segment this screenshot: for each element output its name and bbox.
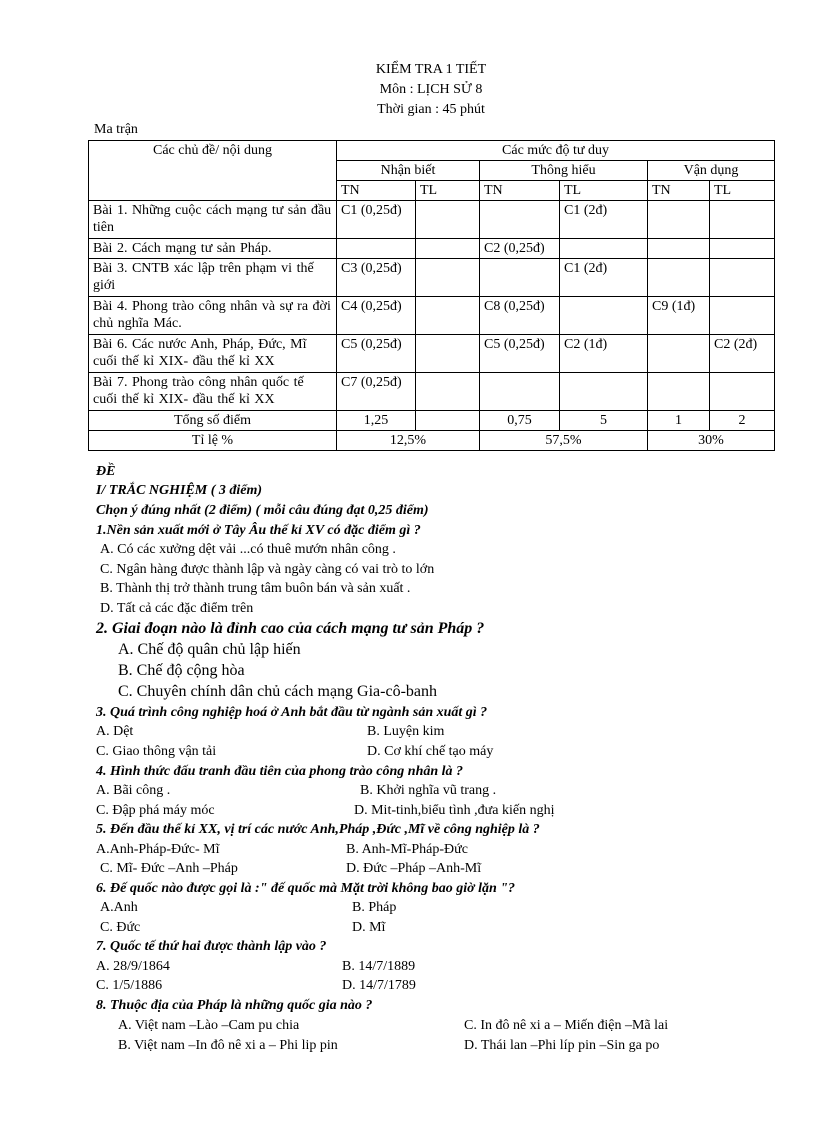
- table-cell: C4 (0,25đ): [337, 297, 416, 335]
- topic-cell: Bài 3. CNTB xác lập trên phạm vi thế giới: [89, 259, 337, 297]
- table-cell: [480, 373, 560, 411]
- table-cell: C1 (2đ): [560, 201, 648, 239]
- table-cell: [710, 373, 775, 411]
- answer-option: A. Dệt: [96, 724, 134, 739]
- table-cell: [648, 373, 710, 411]
- sub-header: TL: [416, 181, 480, 201]
- level-understand: Thông hiểu: [480, 161, 648, 181]
- answer-option: B. Thành thị trở thành trung tâm buôn bán và sản xuất .: [100, 581, 411, 596]
- answer-option: D. Mĩ: [352, 920, 386, 935]
- table-cell: [416, 335, 480, 373]
- answer-option: C. Đập phá máy móc: [96, 803, 215, 818]
- answer-option: B. Khởi nghĩa vũ trang .: [360, 783, 497, 798]
- table-cell: [480, 201, 560, 239]
- table-cell: C2 (2đ): [710, 335, 775, 373]
- sub-header: TN: [337, 181, 416, 201]
- total-cell: 1,25: [337, 411, 416, 431]
- table-cell: C1 (0,25đ): [337, 201, 416, 239]
- table-cell: [416, 297, 480, 335]
- question-4: 4. Hình thức đấu tranh đầu tiên của phong trào công nhân là ?: [96, 764, 464, 779]
- answer-option: A. Chế độ quân chủ lập hiến: [118, 641, 301, 658]
- exam-subject: Môn : LỊCH SỬ 8: [379, 82, 483, 97]
- answer-option: C. Mĩ- Đức –Anh –Pháp: [100, 861, 238, 876]
- answer-option: A.Anh-Pháp-Đức- Mĩ: [96, 842, 220, 857]
- table-cell: [416, 201, 480, 239]
- table-cell: [710, 201, 775, 239]
- sub-header: TN: [648, 181, 710, 201]
- table-cell: C2 (0,25đ): [480, 239, 560, 259]
- answer-option: A. 28/9/1864: [96, 959, 170, 974]
- answer-option: C. In đô nê xi a – Miến điện –Mã lai: [464, 1018, 669, 1033]
- table-cell: [648, 201, 710, 239]
- table-row: [89, 201, 775, 239]
- table-cell: C2 (1đ): [560, 335, 648, 373]
- answer-option: C. Đức: [100, 920, 141, 935]
- answer-option: C. Ngân hàng được thành lập và ngày càng có vai trò to lớn: [100, 562, 435, 577]
- answer-option: B. 14/7/1889: [342, 959, 416, 974]
- answer-option: B. Anh-Mĩ-Pháp-Đức: [346, 842, 468, 857]
- table-cell: [710, 239, 775, 259]
- table-cell: C7 (0,25đ): [337, 373, 416, 411]
- question-3: 3. Quá trình công nghiệp hoá ở Anh bắt đầu từ ngành sản xuất gì ?: [96, 705, 488, 720]
- sub-header: TL: [710, 181, 775, 201]
- answer-option: A.Anh: [100, 900, 138, 915]
- question-5: 5. Đến đầu thế kỉ XX, vị trí các nước Anh,Pháp ,Đức ,Mĩ về công nghiệp là ?: [96, 822, 540, 837]
- answer-option: B. Chế độ cộng hòa: [118, 662, 245, 679]
- table-cell: [480, 259, 560, 297]
- table-cell: [416, 239, 480, 259]
- exam-title: KIỂM TRA 1 TIẾT: [375, 62, 487, 77]
- answer-option: B. Pháp: [352, 900, 397, 915]
- answer-option: C. Giao thông vận tải: [96, 744, 217, 759]
- topic-cell: Bài 7. Phong trào công nhân quốc tế cuối thế kỉ XIX- đầu thế kỉ XX: [89, 373, 337, 411]
- table-row: [89, 259, 775, 297]
- question-6: 6. Đế quốc nào được gọi là :" đế quốc mà Mặt trời không bao giờ lặn "?: [96, 881, 516, 896]
- total-cell: 5: [560, 411, 648, 431]
- ratio-row: [89, 431, 775, 451]
- answer-option: D. Tất cả các đặc điểm trên: [100, 601, 254, 616]
- table-row: [89, 297, 775, 335]
- topic-cell: Bài 4. Phong trào công nhân và sự ra đời chủ nghĩa Mác.: [89, 297, 337, 335]
- table-cell: C1 (2đ): [560, 259, 648, 297]
- total-cell: 0,75: [480, 411, 560, 431]
- table-cell: [560, 297, 648, 335]
- table-cell: [416, 373, 480, 411]
- total-cell: 2: [710, 411, 775, 431]
- answer-option: C. 1/5/1886: [96, 978, 163, 993]
- table-cell: [416, 259, 480, 297]
- question-8: 8. Thuộc địa của Pháp là những quốc gia nào ?: [96, 998, 373, 1013]
- table-cell: [710, 259, 775, 297]
- table-cell: C5 (0,25đ): [337, 335, 416, 373]
- table-cell: C8 (0,25đ): [480, 297, 560, 335]
- answer-option: D. Mit-tinh,biểu tình ,đưa kiến nghị: [354, 803, 555, 818]
- answer-option: A. Việt nam –Lào –Cam pu chia: [118, 1018, 300, 1033]
- sub-header: TN: [480, 181, 560, 201]
- ratio-cell: 57,5%: [480, 431, 648, 451]
- question-7: 7. Quốc tế thứ hai được thành lập vào ?: [96, 939, 327, 954]
- table-cell: C5 (0,25đ): [480, 335, 560, 373]
- level-recognize: Nhận biết: [337, 161, 480, 181]
- answer-option: D. Thái lan –Phi líp pin –Sin ga po: [464, 1038, 660, 1053]
- total-row: [89, 411, 775, 431]
- table-row: [89, 335, 775, 373]
- exam-time: Thời gian : 45 phút: [377, 102, 485, 117]
- header-topic: Các chủ đề/ nội dung: [89, 141, 337, 201]
- question-1: 1.Nền sản xuất mới ở Tây Âu thế kỉ XV có đặc điểm gì ?: [96, 523, 421, 538]
- answer-option: A. Bãi công .: [96, 783, 171, 798]
- table-row: [89, 239, 775, 259]
- table-cell: C9 (1đ): [648, 297, 710, 335]
- table-cell: [560, 373, 648, 411]
- topic-cell: Bài 6. Các nước Anh, Pháp, Đức, Mĩ cuối thế kỉ XIX- đầu thế kỉ XX: [89, 335, 337, 373]
- answer-option: B. Việt nam –In đô nê xi a – Phi lip pin: [118, 1038, 338, 1053]
- table-row: [89, 373, 775, 411]
- matrix-label: Ma trận: [94, 122, 138, 137]
- topic-cell: Bài 1. Những cuộc cách mạng tư sản đầu tiên: [89, 201, 337, 239]
- ratio-cell: 30%: [648, 431, 775, 451]
- header-levels: Các mức độ tư duy: [337, 141, 775, 161]
- topic-cell: Bài 2. Cách mạng tư sản Pháp.: [89, 239, 337, 259]
- answer-option: C. Chuyên chính dân chủ cách mạng Gia-cô-banh: [118, 683, 438, 700]
- total-cell: [416, 411, 480, 431]
- answer-option: B. Luyện kim: [367, 724, 445, 739]
- answer-option: D. 14/7/1789: [342, 978, 416, 993]
- ratio-cell: 12,5%: [337, 431, 480, 451]
- total-cell: 1: [648, 411, 710, 431]
- answer-option: D. Đức –Pháp –Anh-Mĩ: [346, 861, 482, 876]
- matrix-table: [88, 140, 775, 451]
- table-cell: [337, 239, 416, 259]
- sub-header: TL: [560, 181, 648, 201]
- table-cell: [648, 239, 710, 259]
- table-cell: [560, 239, 648, 259]
- answer-option: A. Có các xưởng dệt vải ...có thuê mướn nhân công .: [100, 542, 396, 557]
- table-cell: [710, 297, 775, 335]
- exam-heading: ĐỀ: [96, 464, 116, 479]
- question-2: 2. Giai đoạn nào là đỉnh cao của cách mạng tư sản Pháp ?: [96, 620, 485, 637]
- total-label: Tổng số điểm: [89, 411, 337, 431]
- table-cell: C3 (0,25đ): [337, 259, 416, 297]
- answer-option: D. Cơ khí chế tạo máy: [367, 744, 494, 759]
- instruction: Chọn ý đúng nhất (2 điểm) ( mỗi câu đúng đạt 0,25 điểm): [96, 503, 429, 518]
- level-apply: Vận dụng: [648, 161, 775, 181]
- ratio-label: Tỉ lệ %: [89, 431, 337, 451]
- section-heading: I/ TRẮC NGHIỆM ( 3 điểm): [96, 483, 263, 498]
- table-cell: [648, 335, 710, 373]
- table-cell: [648, 259, 710, 297]
